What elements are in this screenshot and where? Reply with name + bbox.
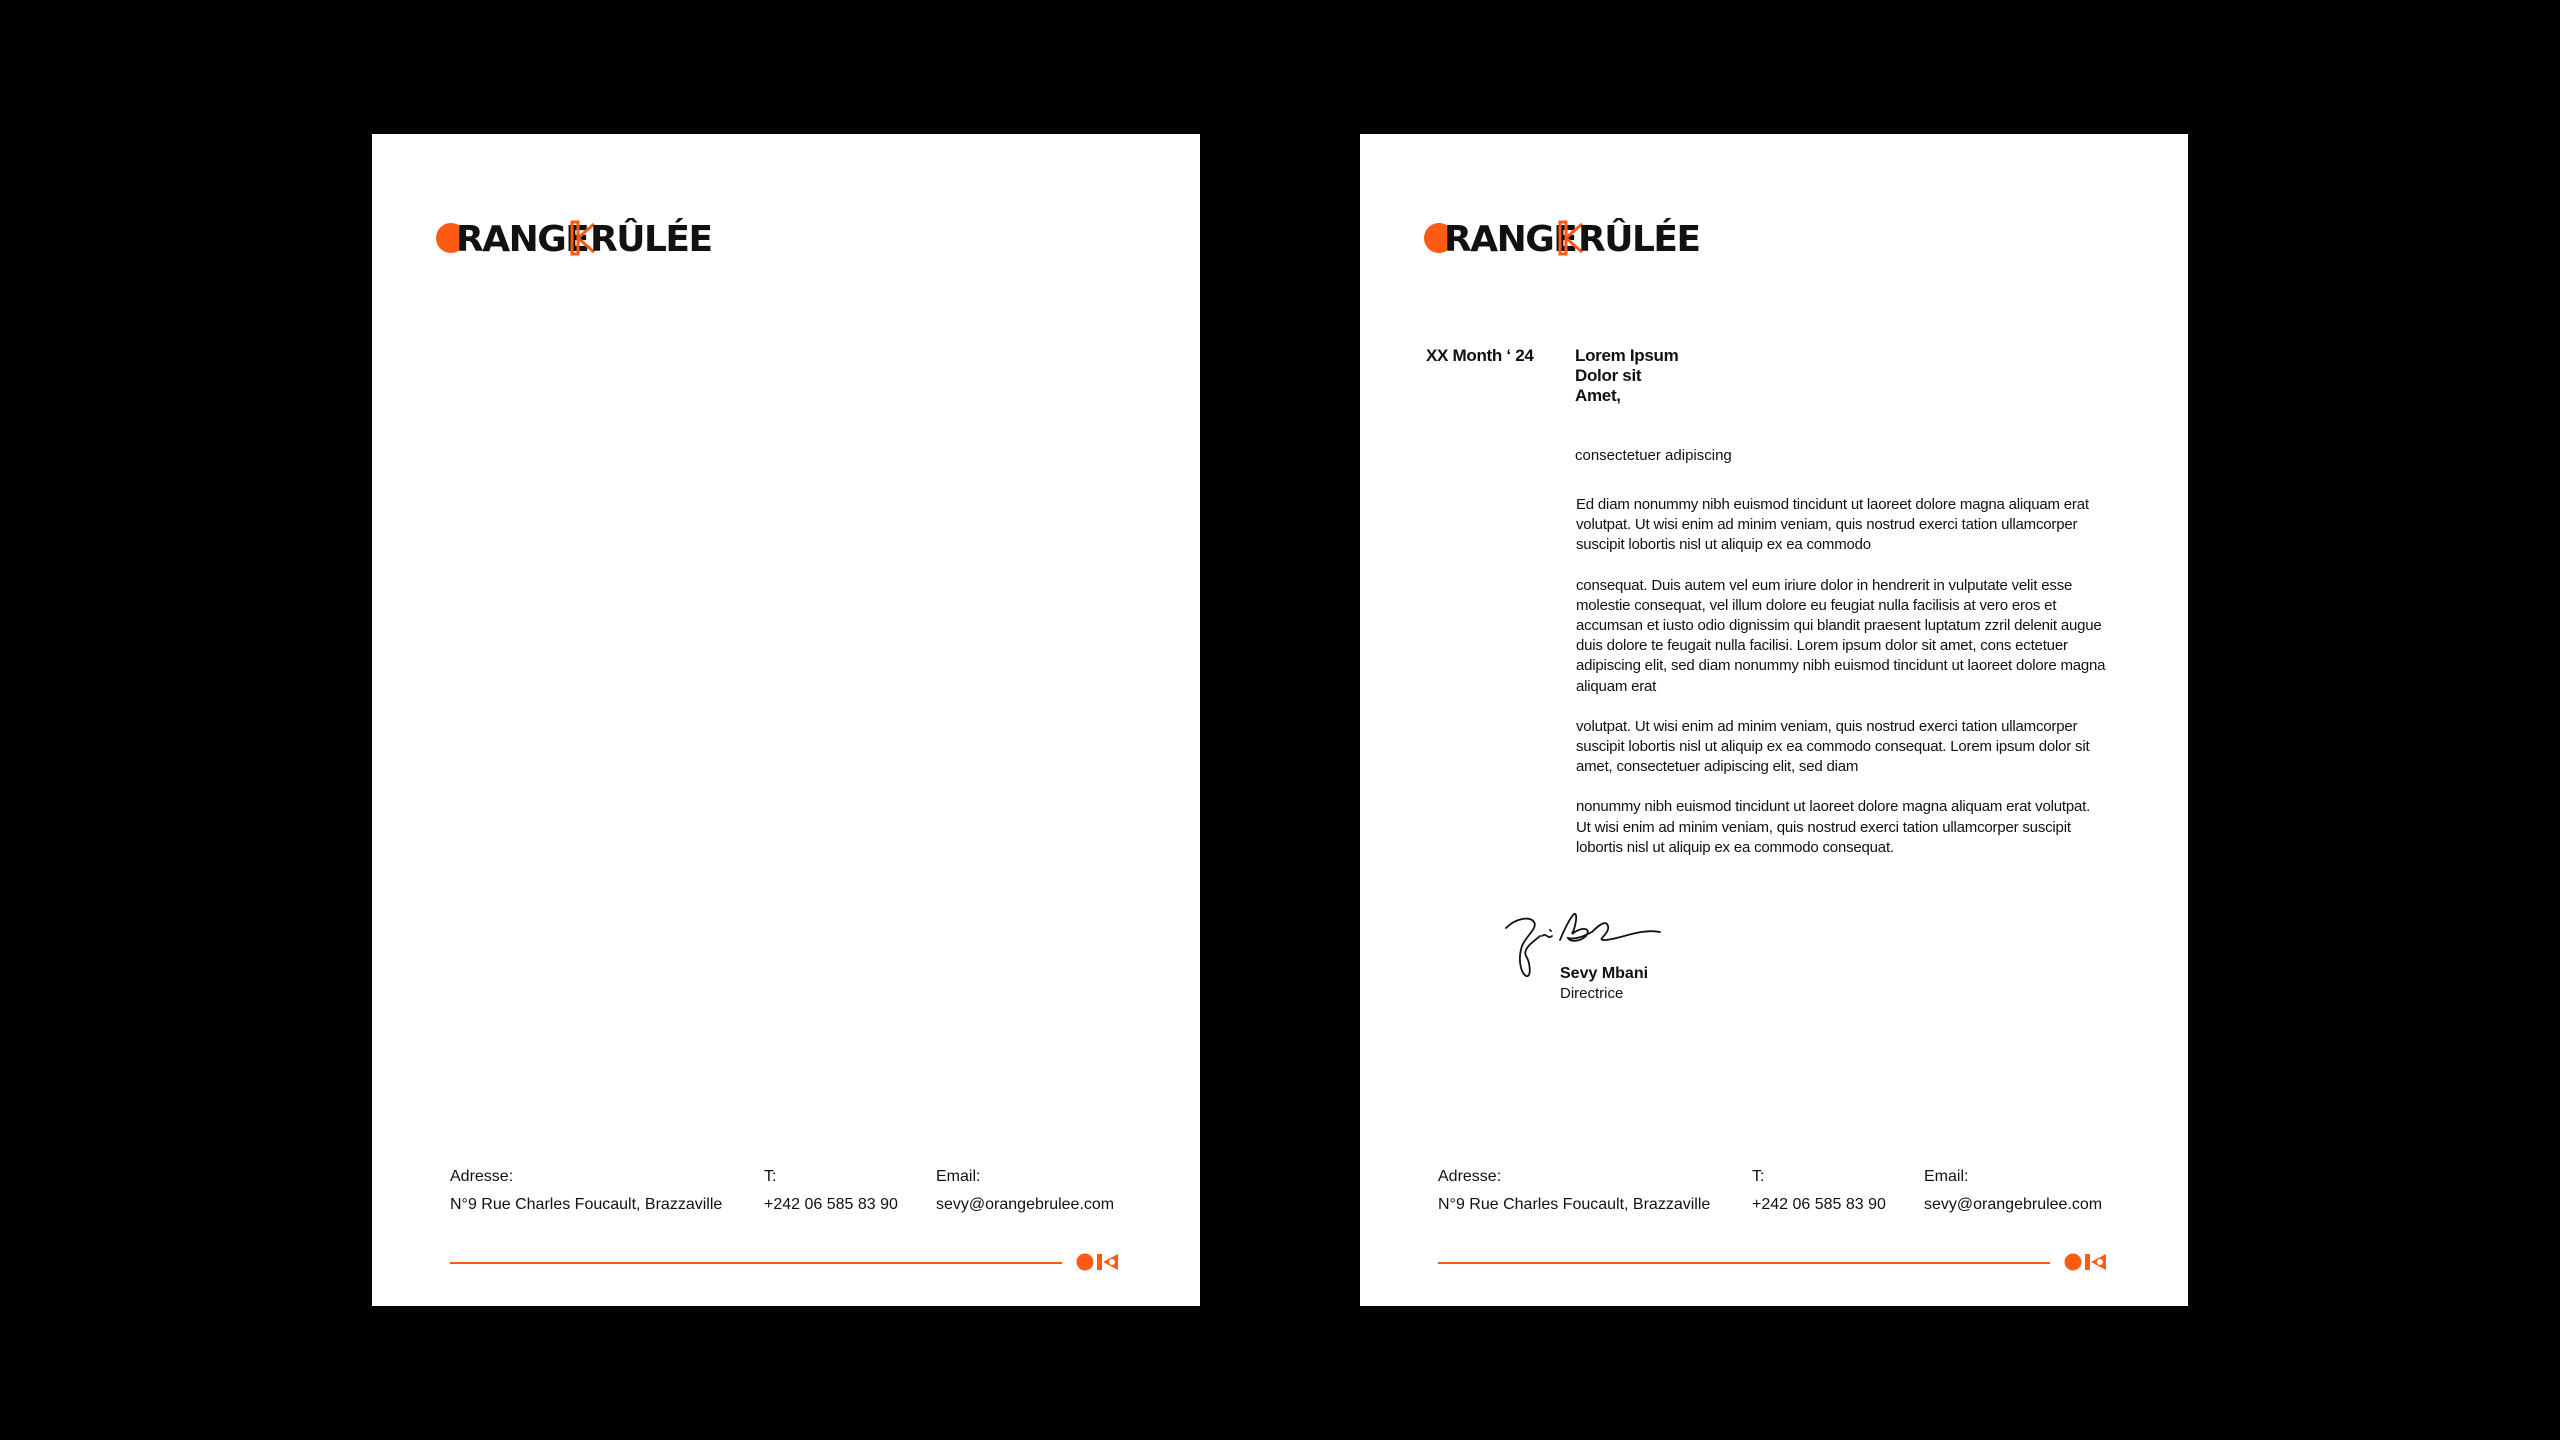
brand-mark-icon xyxy=(1076,1252,1122,1272)
salutation: consectetuer adipiscing xyxy=(1575,447,1732,464)
letterhead-blank xyxy=(372,134,1200,1306)
letter-body xyxy=(1576,495,2106,878)
footer-phone xyxy=(764,1164,898,1218)
address-label: Adresse: xyxy=(1438,1168,1502,1185)
brand-logo xyxy=(436,208,712,264)
email-value: sevy@orangebrulee.com xyxy=(936,1196,1115,1213)
body-paragraph: volutpat. Ut wisi enim ad minim veniam, quis nostrud exerci tation ullamcorper suscipit lobortis nisl ut aliquip ex ea commodo consequat. Lorem ipsum dolor sit amet, consectetuer adipiscing elit, sed diam xyxy=(1576,717,2090,776)
svg-text:RÛLÉE: RÛLÉE xyxy=(590,219,712,260)
body-paragraph: consequat. Duis autem vel eum iriure dolor in hendrerit in vulputate velit esse molestie consequat, vel illum dolore eu feugiat nulla facilisis at vero eros et accumsan et iusto odio dignissim qui blandit praesent luptatum zzril delenit augue duis dolore te feugait nulla facilisi. Lorem ipsum dolor sit amet, cons ectetuer adipiscing elit, sed diam nonummy nibh euismod tincidunt ut laoreet dolore magna aliquam erat xyxy=(1576,576,2106,695)
svg-text:RÛLÉE: RÛLÉE xyxy=(1578,219,1700,260)
phone-value: +242 06 585 83 90 xyxy=(1752,1196,1886,1213)
brand-mark-icon xyxy=(2064,1252,2110,1272)
email-value: sevy@orangebrulee.com xyxy=(1924,1196,2103,1213)
letter-date: XX Month ‘ 24 xyxy=(1426,346,1534,365)
footer-email xyxy=(1924,1164,2102,1218)
signer-block xyxy=(1560,964,1648,1004)
footer-address xyxy=(1438,1164,1710,1218)
brand-logo xyxy=(1424,208,1700,264)
email-label: Email: xyxy=(1924,1168,1969,1185)
phone-label: T: xyxy=(764,1168,777,1185)
address-value: N°9 Rue Charles Foucault, Brazzaville xyxy=(1438,1196,1711,1213)
phone-value: +242 06 585 83 90 xyxy=(764,1196,898,1213)
footer-email xyxy=(936,1164,1114,1218)
footer-address xyxy=(450,1164,722,1218)
footer-divider xyxy=(1438,1262,2050,1264)
recipient-block xyxy=(1575,346,1678,406)
svg-text:RANGE: RANGE xyxy=(1444,219,1577,260)
body-paragraph: Ed diam nonummy nibh euismod tincidunt ut laoreet dolore magna aliquam erat volutpat. Ut wisi enim ad minim veniam, quis nostrud exerci tation ullamcorper suscipit lobortis nisl ut aliquip ex ea commodo xyxy=(1576,496,2089,554)
letterhead-letter xyxy=(1360,134,2188,1306)
signer-role: Directrice xyxy=(1560,985,1624,1002)
footer-divider xyxy=(450,1262,1062,1264)
signer-name: Sevy Mbani xyxy=(1560,965,1649,982)
recipient-line: Dolor sit xyxy=(1575,366,1642,385)
svg-text:RANGE: RANGE xyxy=(456,219,589,260)
recipient-line: Amet, xyxy=(1575,386,1621,405)
email-label: Email: xyxy=(936,1168,981,1185)
footer-phone xyxy=(1752,1164,1886,1218)
address-label: Adresse: xyxy=(450,1168,514,1185)
recipient-line: Lorem Ipsum xyxy=(1575,346,1679,365)
address-value: N°9 Rue Charles Foucault, Brazzaville xyxy=(450,1196,723,1213)
body-paragraph: nonummy nibh euismod tincidunt ut laoreet dolore magna aliquam erat volutpat. Ut wisi enim ad minim veniam, quis nostrud exerci tation ullamcorper suscipit lobortis nisl ut aliquip ex ea commodo consequat. xyxy=(1576,798,2091,856)
phone-label: T: xyxy=(1752,1168,1765,1185)
